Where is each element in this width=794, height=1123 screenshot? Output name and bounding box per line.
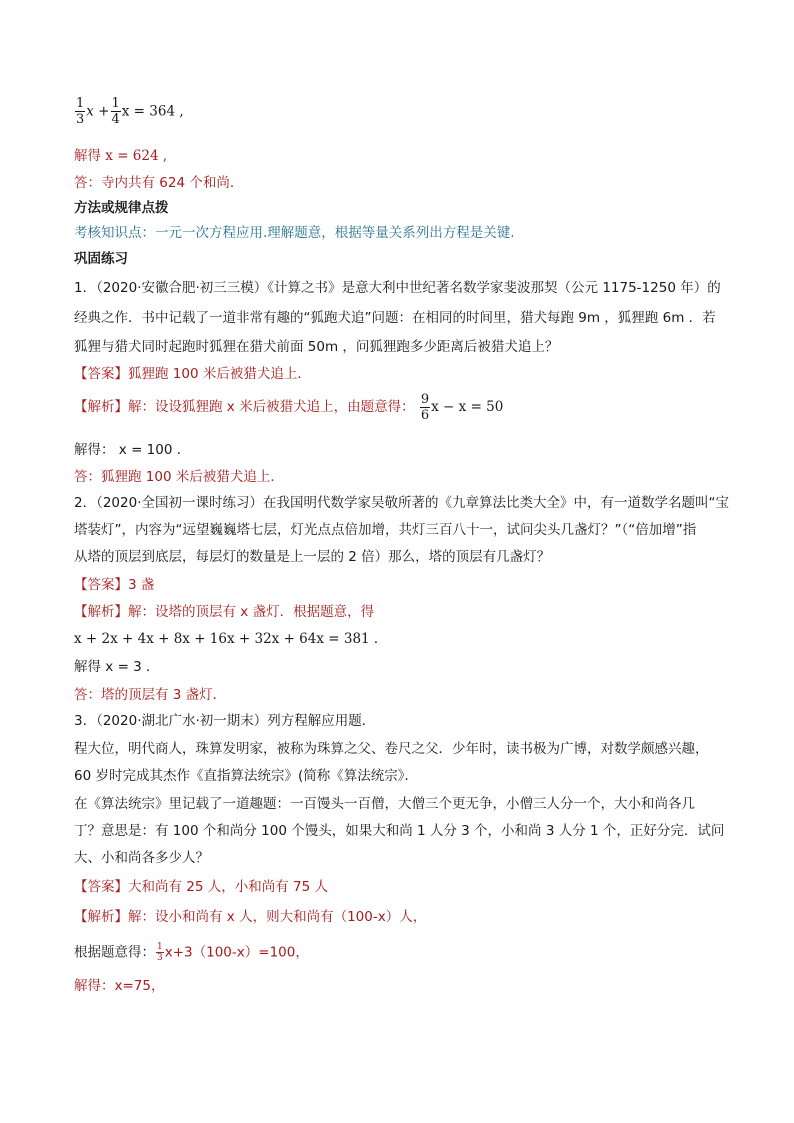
q1-final: 答：狐狸跑 100 米后被猎犬追上． xyxy=(74,469,284,485)
q1-text-line2: 经典之作．书中记载了一道非常有趣的“狐跑犬追”问题：在相同的时间里，猎犬每跑 9m ，狐狸跑 6m ．若 xyxy=(74,310,716,326)
equation-line: $\frac{1}{3}$ x + $\frac{1}{4}$ x = 364 , xyxy=(76,96,184,127)
q2-text-line2: 塔装灯”，内容为“远望巍巍塔七层，灯光点点倍加增，共灯三百八十一，试问尖头几盏灯？”（“倍加增”指 xyxy=(74,522,697,538)
q1-text-line3: 狐狸与猎犬同时起跑时狐狸在猎犬前面 50m ，问狐狸跑多少距离后被猎犬追上？ xyxy=(74,339,559,355)
q3-text-line4: 在《算法统宗》里记载了一道趣题：一百馒头一百僧，大僧三个更无争，小僧三人分一个，大小和尚各几 xyxy=(74,796,695,812)
q3-text-line3: 60 岁时完成其杰作《直指算法统宗》(简称《算法统宗》． xyxy=(74,768,418,784)
q2-text-line3: 从塔的顶层到底层，每层灯的数量是上一层的 2 倍）那么，塔的顶层有几盏灯？ xyxy=(74,549,551,565)
q2-analysis: 【解析】解：设塔的顶层有 x 盏灯．根据题意，得 xyxy=(74,604,375,620)
q3-solve: 解得：x=75， xyxy=(74,978,165,994)
q1-analysis: 【解析】解：设设狐狸跑 x 米后被猎犬追上，由题意得： $\frac{9}{6}$ x − x = 50 xyxy=(74,391,504,423)
q2-equation: x + 2x + 4x + 8x + 16x + 32x + 64x = 381 ． xyxy=(74,631,388,647)
fraction: $\frac{9}{6}$ xyxy=(420,391,430,423)
q1-solve: 解得： x = 100 ． xyxy=(74,442,191,458)
q1-text-line1: 1．（2020·安徽合肥·初三三模）《计算之书》是意大利中世纪著名数学家斐波那契（公元 1175-1250 年）的 xyxy=(74,280,721,296)
q2-answer: 【答案】3 盏 xyxy=(74,577,155,593)
q3-text-line2: 程大位，明代商人，珠算发明家，被称为珠算之父、卷尺之父．少年时，读书极为广博，对数学颇感兴趣， xyxy=(74,741,709,757)
fraction: $\frac{1}{4}$ xyxy=(111,96,120,127)
q3-answer: 【答案】大和尚有 25 人，小和尚有 75 人 xyxy=(74,879,329,895)
q3-text-line5: 丁？意思是：有 100 个和尚分 100 个馒头，如果大和尚 1 人分 3 个，小和尚 3 人分 1 个，正好分完．试问 xyxy=(74,823,725,839)
fraction: $\frac{1}{3}$ xyxy=(76,96,85,127)
fraction: $\frac{1}{3}$ xyxy=(157,942,163,963)
answer-line: 答：寺内共有 624 个和尚． xyxy=(74,175,244,191)
q3-analysis: 【解析】解：设小和尚有 x 人，则大和尚有（100-x）人， xyxy=(74,909,427,925)
q3-text-line1: 3．（2020·湖北广水·初一期末）列方程解应用题． xyxy=(74,713,376,729)
method-heading: 方法或规律点拨 xyxy=(74,200,169,216)
q2-solve: 解得 x = 3 ． xyxy=(74,659,160,675)
q1-answer: 【答案】狐狸跑 100 米后被猎犬追上． xyxy=(74,366,311,382)
solve-line: 解得 x = 624 , xyxy=(74,148,168,164)
q2-text-line1: 2．（2020·全国初一课时练习）在我国明代数学家吴敬所著的《九章算法比类大全》中，有一道数学名题叫“宝 xyxy=(74,495,729,511)
q2-final: 答：塔的顶层有 3 盏灯． xyxy=(74,687,227,703)
method-text: 考核知识点：一元一次方程应用.理解题意，根据等量关系列出方程是关键. xyxy=(74,225,515,241)
q3-text-line6: 大、小和尚各多少人？ xyxy=(74,850,209,866)
practice-heading: 巩固练习 xyxy=(74,251,128,267)
q3-equation: 根据题意得： $\frac{1}{3}$ x+3（100-x）=100， xyxy=(74,942,309,963)
